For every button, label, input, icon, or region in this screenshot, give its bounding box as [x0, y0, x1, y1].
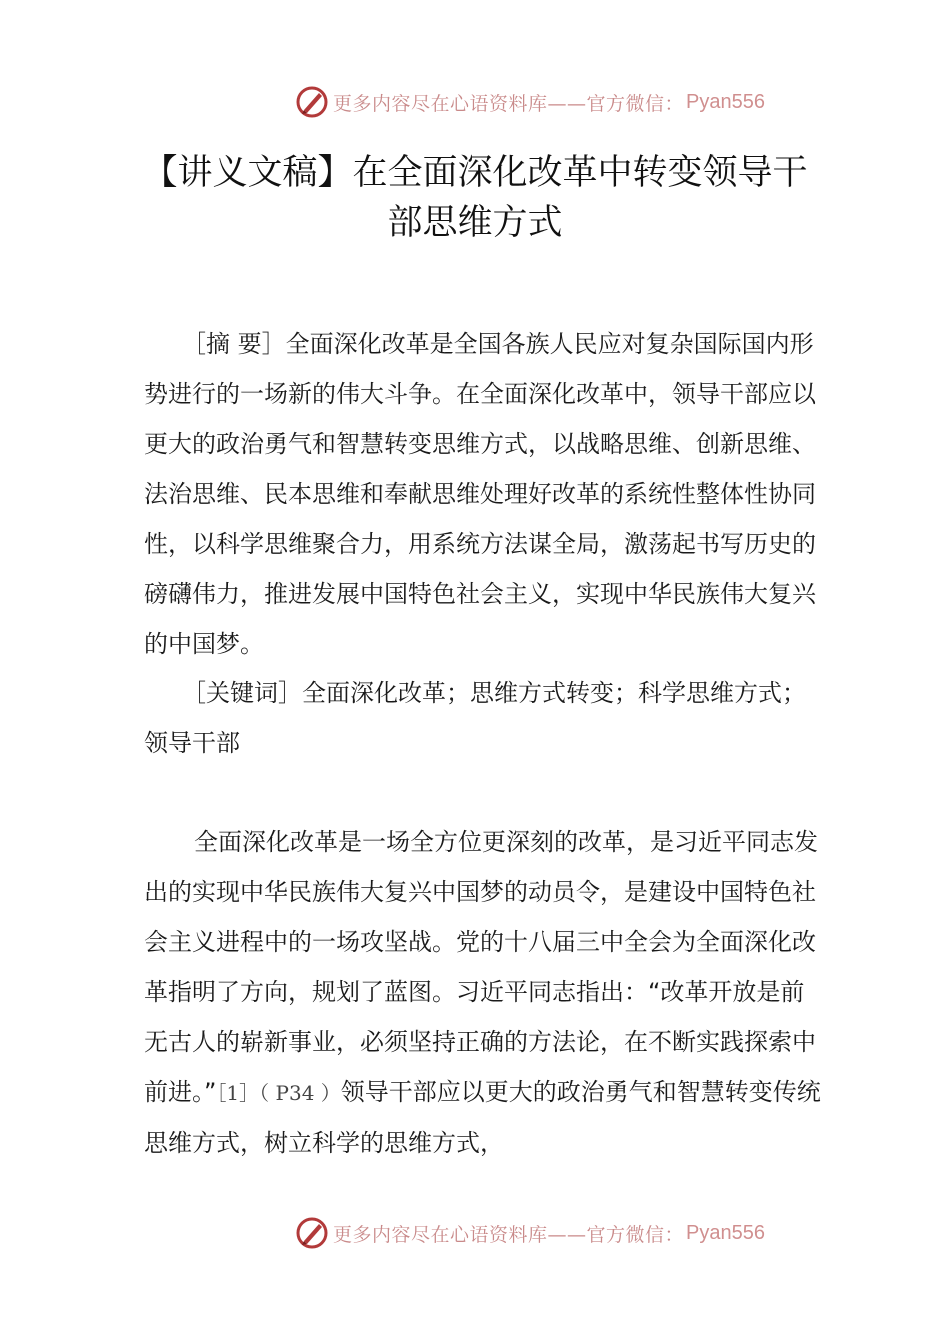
body-text-part2: 领导干部应以更大的政治勇气和智慧转变传统思维方式，树立科学的思维方式，: [144, 1078, 821, 1157]
pen-logo-icon: [295, 85, 329, 119]
keywords-paragraph: ［关键词］全面深化改革；思维方式转变；科学思维方式；领导干部: [144, 679, 806, 757]
body-text-part1: 全面深化改革是一场全方位更深刻的改革，是习近平同志发出的实现中华民族伟大复兴中国梦的动员令，是建设中国特色社会主义进程中的一场攻坚战。党的十八届三中全会为全面深化改革指明了方向，规划了蓝图。习近平同志指出：“改革开放是前无古人的崭新事业，必须坚持正确的方法论，在不断实践探索中前进。”: [144, 828, 818, 1106]
banner-text: 更多内容尽在心语资料库——官方微信：: [333, 92, 685, 115]
banner-wechat-id: Pyan556: [686, 1221, 765, 1244]
top-banner: [295, 84, 765, 120]
banner-wechat-id: Pyan556: [686, 90, 765, 113]
abstract-paragraph: ［摘 要］全面深化改革是全国各族人民应对复杂国际国内形势进行的一场新的伟大斗争。在全面深化改革中，领导干部应以更大的政治勇气和智慧转变思维方式，以战略思维、创新思维、法治思维、民本思维和奉献思维处理好改革的系统性整体性协同性，以科学思维聚合力，用系统方法谋全局，激荡起书写历史的磅礴伟力，推进发展中国特色社会主义，实现中华民族伟大复兴的中国梦。: [144, 330, 816, 658]
body-paragraph: [144, 817, 824, 1168]
bottom-banner: [295, 1215, 765, 1251]
document-title: 【讲义文稿】在全面深化改革中转变领导干部思维方式: [142, 153, 808, 243]
pen-logo-icon: [295, 1216, 329, 1250]
banner-text: 更多内容尽在心语资料库——官方微信：: [333, 1223, 685, 1246]
citation-reference: ［1］（ P34 ）: [216, 1081, 341, 1105]
